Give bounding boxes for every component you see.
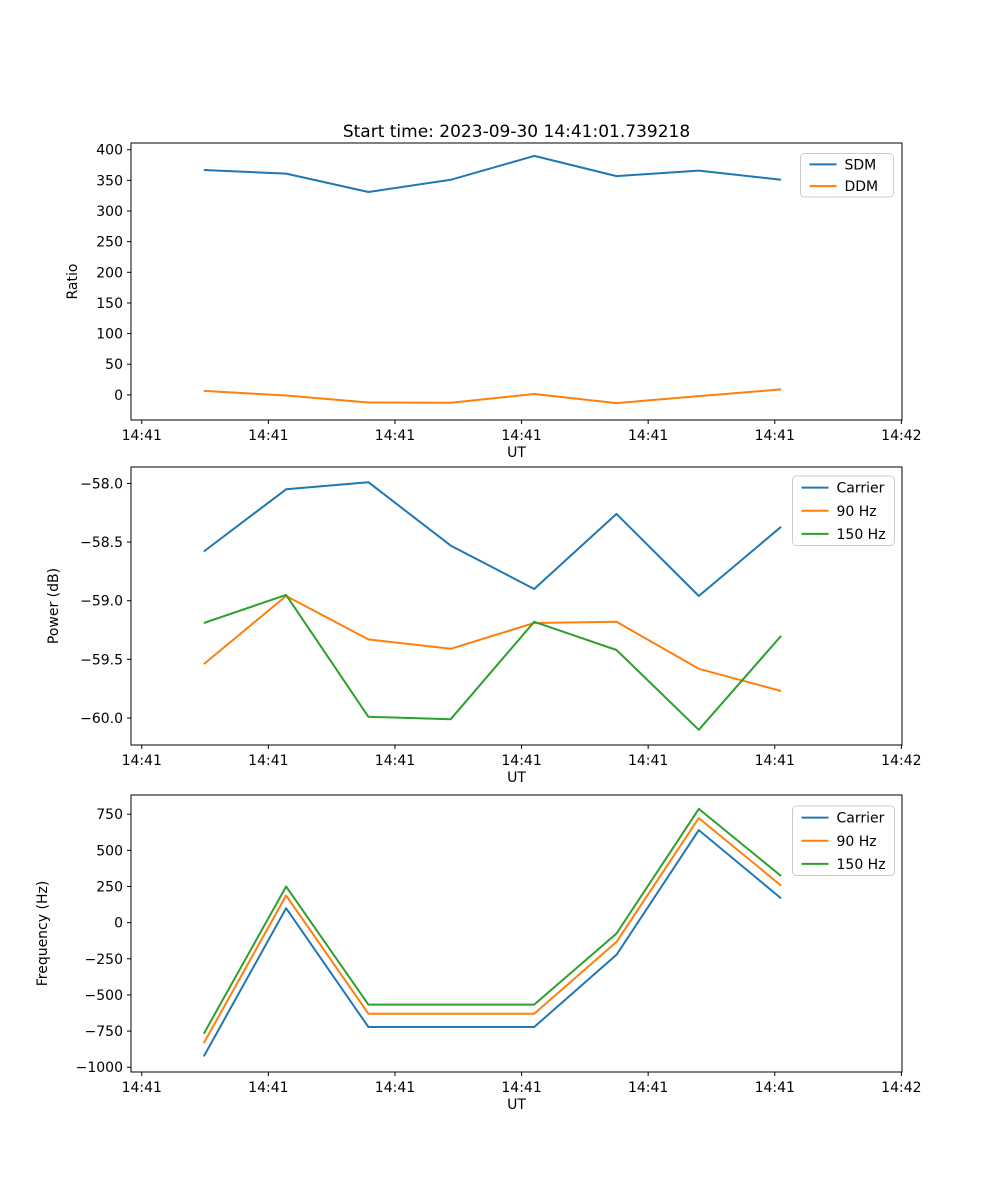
y-tick-label: −58.0	[80, 476, 123, 493]
x-tick-label: 14:41	[121, 753, 162, 769]
series-line-90-hz	[204, 818, 781, 1043]
x-axis-label: UT	[507, 1097, 526, 1113]
y-tick-label: −750	[84, 1024, 123, 1041]
y-tick-label: 250	[96, 879, 123, 896]
y-axis-label: Ratio	[65, 263, 81, 300]
y-tick-label: −58.5	[80, 535, 123, 552]
axes-frame	[131, 795, 902, 1072]
x-tick-label: 14:42	[881, 753, 922, 769]
x-tick-label: 14:42	[881, 1080, 922, 1096]
y-axis-label: Frequency (Hz)	[35, 880, 51, 987]
legend	[801, 154, 894, 198]
y-tick-label: 400	[96, 142, 123, 159]
x-tick-label: 14:41	[627, 753, 669, 769]
y-tick-label: −1000	[75, 1060, 123, 1077]
x-tick-label: 14:41	[121, 428, 162, 444]
y-tick-label: −59.0	[80, 593, 123, 610]
series-line-150-hz	[204, 809, 781, 1034]
legend-label: Carrier	[836, 810, 885, 827]
y-axis-label: Power (dB)	[46, 567, 62, 645]
series-line-ddm	[204, 389, 781, 403]
x-tick-label: 14:41	[501, 1080, 542, 1096]
x-tick-label: 14:41	[754, 753, 795, 769]
y-tick-label: 250	[96, 234, 123, 251]
x-tick-label: 14:41	[501, 753, 542, 769]
x-tick-label: 14:41	[121, 1080, 162, 1096]
series-line-carrier	[204, 482, 781, 596]
axes-frame	[131, 143, 902, 420]
x-tick-label: 14:41	[754, 428, 795, 444]
y-tick-label: 150	[96, 295, 123, 312]
x-tick-label: 14:41	[248, 753, 289, 769]
legend	[793, 806, 895, 876]
y-tick-label: −500	[84, 987, 123, 1004]
x-tick-label: 14:41	[501, 428, 542, 444]
series-line-150-hz	[204, 595, 781, 730]
figure-title: Start time: 2023-09-30 14:41:01.739218	[342, 122, 691, 142]
legend-label: Carrier	[836, 480, 885, 497]
series-line-sdm	[204, 156, 781, 192]
legend	[793, 476, 895, 546]
legend-label: SDM	[844, 157, 877, 174]
x-tick-label: 14:41	[374, 753, 416, 769]
y-tick-label: 350	[96, 173, 123, 190]
y-tick-label: −60.0	[80, 711, 123, 728]
x-tick-label: 14:41	[627, 1080, 669, 1096]
legend-label: 150 Hz	[836, 526, 886, 543]
legend-label: 150 Hz	[836, 856, 886, 873]
y-tick-label: 200	[96, 265, 123, 282]
y-tick-label: 50	[105, 357, 123, 374]
y-tick-label: 0	[114, 915, 123, 932]
y-tick-label: 500	[96, 843, 123, 860]
y-tick-label: 300	[96, 204, 123, 221]
y-tick-label: 0	[114, 387, 123, 404]
series-line-carrier	[204, 830, 781, 1056]
subplot-1	[65, 143, 922, 461]
x-tick-label: 14:41	[374, 428, 416, 444]
y-tick-label: −250	[84, 951, 123, 968]
legend-label: 90 Hz	[836, 503, 877, 520]
x-tick-label: 14:42	[881, 428, 922, 444]
subplot-2	[46, 467, 922, 786]
series-line-90-hz	[204, 596, 781, 691]
x-tick-label: 14:41	[248, 1080, 289, 1096]
y-tick-label: 750	[96, 807, 123, 824]
x-axis-label: UT	[507, 445, 526, 461]
x-tick-label: 14:41	[248, 428, 289, 444]
x-tick-label: 14:41	[627, 428, 669, 444]
y-tick-label: 100	[96, 326, 123, 343]
legend-label: DDM	[844, 179, 879, 196]
axes-frame	[131, 467, 902, 745]
legend-label: 90 Hz	[836, 833, 877, 850]
subplot-3	[35, 795, 922, 1113]
x-tick-label: 14:41	[754, 1080, 795, 1096]
x-axis-label: UT	[507, 770, 526, 786]
x-tick-label: 14:41	[374, 1080, 416, 1096]
y-tick-label: −59.5	[80, 652, 123, 669]
